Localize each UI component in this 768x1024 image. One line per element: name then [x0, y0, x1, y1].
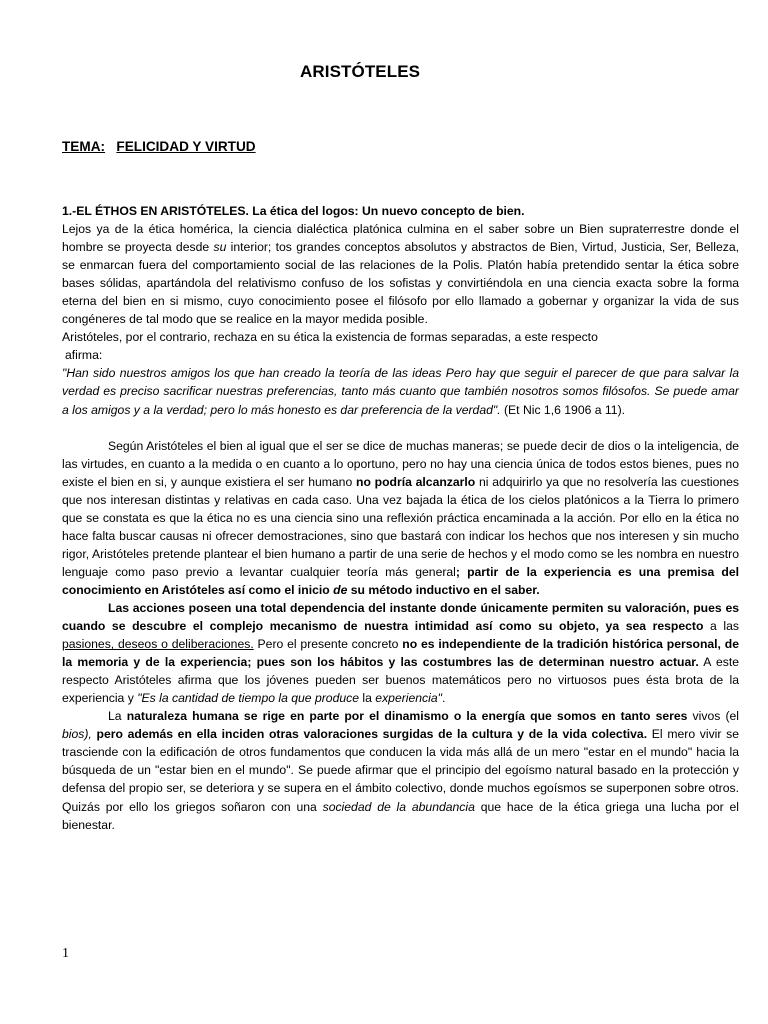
tema-label: TEMA:: [62, 139, 106, 154]
quote-text: "Han sido nuestros amigos los que han creado la teoría de las ideas Pero hay que seguir el parecer de que para salvar la verdad es preciso sacrificar nuestras preferencias, tanto más cuanto que también nosotros somos filósofos. Se puede amar a los amigos y a la verdad; pero lo más honesto es dar preferencia de la verdad".: [62, 366, 739, 417]
paragraph-4-text-h: la: [359, 691, 376, 706]
paragraph-4-underline-c: pasiones, deseos o deliberaciones.: [62, 637, 254, 652]
paragraph-5-bold-e: pero además en ella inciden otras valoraciones surgidas de la cultura y de la vida colectiva.: [91, 727, 648, 742]
paragraph-2: [62, 328, 739, 346]
paragraph-1: [62, 220, 739, 328]
paragraph-1-text-a: Lejos ya de la ética homérica, la ciencia dialéctica platónica culmina en el saber sobre un Bien supraterrestre donde el hombre se proyecta desde: [62, 222, 739, 255]
paragraph-4-italic-i: experiencia": [375, 691, 442, 706]
page-number: 1: [62, 946, 69, 961]
paragraph-3-text-c: ni adquirirlo ya que no resolvería las cuestiones que nos interesan distintas y relativas en cada caso. Una vez bajada la ética de los cielos platónicos a la Tierra lo primero que se constata es que la ética no es una ciencia sino una reflexión práctica encaminada a la acción. Por ello en la ética no hace falta buscar causas ni ofrecer demostraciones, sino que bastará con indicar los hechos que nos interesen y sin mucho rigor, Aristóteles pretende plantear el bien humano a partir de una serie de hechos y el modo como se les nombra en nuestro lenguaje como paso previo a levantar cualquier teoría más general: [62, 474, 740, 579]
paragraph-5-text-c: vivos (el: [687, 709, 739, 724]
paragraph-5-italic-d: bios),: [62, 727, 92, 742]
paragraph-3: [62, 437, 739, 599]
paragraph-5-text-a: La: [108, 709, 127, 724]
paragraph-2-line-2: [62, 346, 739, 364]
paragraph-4-text-f: A este respecto Aristóteles afirma que los jóvenes pueden ser buenos matemáticos pero no virtuosos pues ésta brota de la experiencia y: [62, 655, 739, 706]
paragraph-5-italic-g: sociedad de la abundancia: [322, 799, 475, 814]
paragraph-4-text-j: .: [441, 691, 446, 706]
tema-heading: [62, 139, 256, 154]
paragraph-3-bold-italic-e: de: [333, 582, 348, 597]
section-heading: 1.-EL ÉTHOS EN ARISTÓTELES. La ética del logos: Un nuevo concepto de bien.: [62, 204, 525, 218]
paragraph-5-text-f: El mero vivir se trasciende con la edificación de otros fundamentos que conducen la vida más allá de un mero "estar en el mundo" hacia la búsqueda de un "estar bien en el mundo". Se puede afirmar que el principio del egoísmo natural basado en la protección y defensa del propio ser, se deteriora y se supera en el ámbito colectivo, donde muchos egoísmos se superponen sobre otros. Quizás por ello los griegos soñaron con una: [62, 727, 740, 814]
document-body: [62, 202, 739, 834]
paragraph-4-text-b: a las: [703, 619, 739, 634]
paragraph-4-bold-e: no es independiente de la tradición histórica personal, de la memoria y de la experiencia; pues son los hábitos y las costumbres las de determinan nuestro actuar.: [62, 637, 739, 670]
paragraph-gap: [62, 419, 739, 437]
quote-citation: (Et Nic 1,6 1906 a 11).: [500, 402, 626, 417]
paragraph-1-italic: su: [213, 240, 227, 255]
paragraph-3-text-a: Según Aristóteles el bien al igual que el ser se dice de muchas maneras; se puede decir de dios o la inteligencia, de las virtudes, en cuanto a la medida o en cuanto a lo oportuno, pero no hay una ciencia única de todos estos bienes, pues no existe el bien en si, y aunque existiera el ser humano: [62, 438, 739, 489]
paragraph-3-bold-b: no podría alcanzarlo: [356, 474, 476, 489]
document-title: ARISTÓTELES: [300, 62, 421, 81]
paragraph-3-bold-f: su método inductivo en el saber.: [347, 582, 540, 597]
paragraph-3-bold-d: ; partir de la experiencia es una premisa del conocimiento en Aristóteles así como el inicio: [62, 564, 739, 597]
paragraph-5: [62, 707, 739, 833]
paragraph-1-text-c: interior; tos grandes conceptos absolutos y abstractos de Bien, Virtud, Justicia, Ser, Belleza, se enmarcan fuera del comportamiento social de las relaciones de la Polis. Platón había pretendido sentar la ética sobre bases sólidas, apartándola del relativismo confuso de los sofistas y convirtiéndola en una ciencia exacta sobre la forma eterna del bien en si mismo, cuyo conocimiento posee el filósofo por ello llamado a gobernar y organizar la vida de sus congéneres de tal modo que se realice en la mayor medida posible.: [62, 240, 739, 327]
paragraph-4-text-d: Pero el presente concreto: [253, 637, 403, 652]
quote-paragraph: [62, 364, 739, 418]
paragraph-4-bold-a: Las acciones poseen una total dependencia del instante donde únicamente permiten su valoración, pues es cuando se descubre el complejo mecanismo de nuestra intimidad así como su objeto, ya sea respecto: [62, 600, 739, 634]
paragraph-5-text-h: que hace de la ética griega una lucha por el bienestar.: [62, 799, 740, 832]
paragraph-4-italic-g: "Es la cantidad de tiempo la que produce: [137, 691, 360, 706]
paragraph-5-bold-b: naturaleza humana se rige en parte por el dinamismo o la energía que somos en tanto seres: [126, 709, 688, 724]
paragraph-2-text-b: afirma:: [65, 348, 103, 363]
tema-value: FELICIDAD Y VIRTUD: [116, 139, 256, 154]
paragraph-4: [62, 599, 739, 707]
paragraph-2-text-a: Aristóteles, por el contrario, rechaza en su ética la existencia de formas separadas, a este respecto: [62, 330, 598, 345]
